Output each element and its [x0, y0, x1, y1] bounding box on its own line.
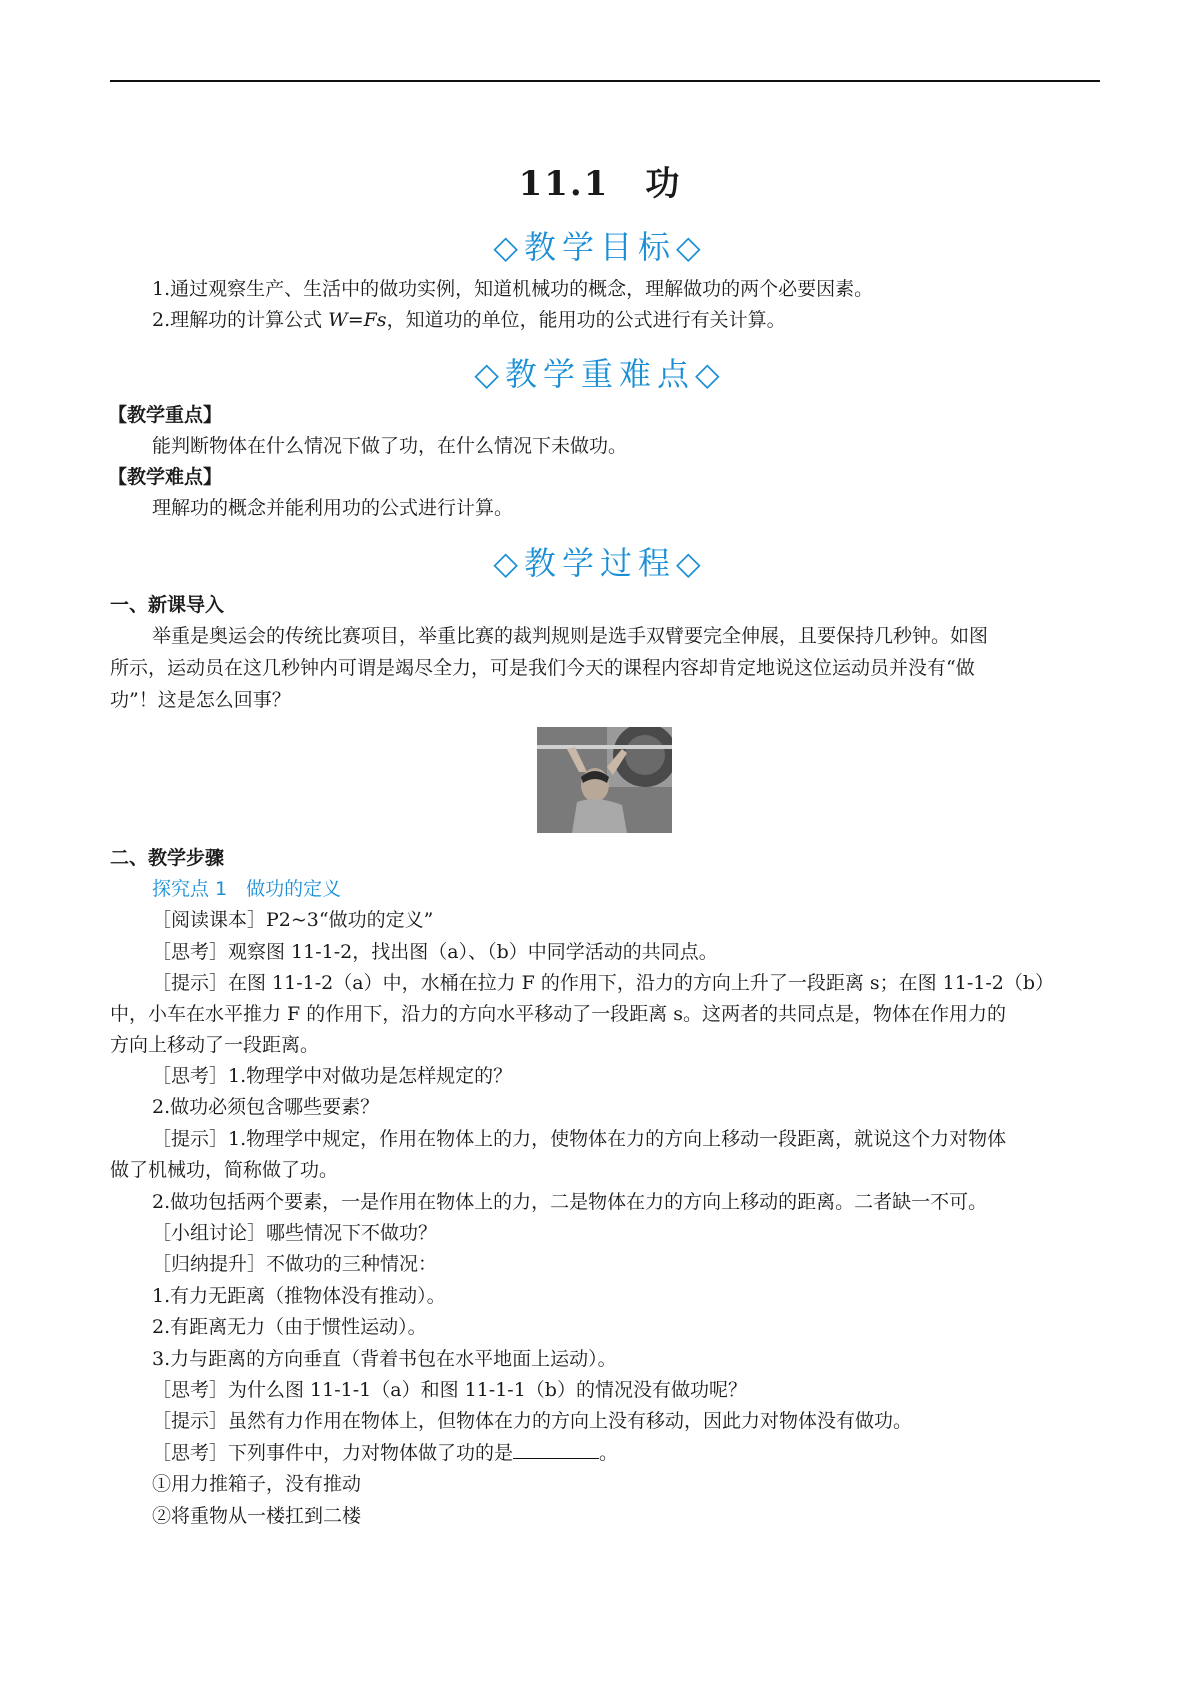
think-line-2b: 2.做功必须包含哪些要素？ [152, 1096, 380, 1118]
read-textbook-line: ［阅读课本］P2~3“做功的定义” [152, 909, 434, 931]
steps-heading: 二、教学步骤 [110, 847, 225, 869]
no-work-case-1: 1.有力无距离（推物体没有推动）。 [152, 1285, 446, 1307]
section-heading-process: ◇教学过程◇ [493, 544, 707, 582]
option-1: ①用力推箱子，没有推动 [152, 1473, 362, 1495]
title-number: 11.1 [518, 164, 610, 204]
section-heading-keypoints: ◇教学重难点◇ [474, 355, 726, 393]
goal-item-1: 1.通过观察生产、生活中的做功实例，知道机械功的概念，理解做功的两个必要因素。 [152, 278, 874, 300]
think-line-2: ［思考］1.物理学中对做功是怎样规定的？ [152, 1065, 513, 1087]
intro-heading: 一、新课导入 [110, 594, 225, 616]
group-discussion-line: ［小组讨论］哪些情况下不做功？ [152, 1222, 438, 1244]
difficulty-label: 【教学难点】 [108, 466, 223, 488]
summary-line: ［归纳提升］不做功的三种情况： [152, 1253, 438, 1275]
section-heading-goals: ◇教学目标◇ [493, 228, 707, 266]
page-title [0, 156, 1200, 205]
difficulty-text: 理解功的概念并能利用功的公式进行计算。 [152, 497, 514, 519]
hint-line-3: ［提示］虽然有力作用在物体上，但物体在力的方向上没有移动，因此力对物体没有做功。 [152, 1410, 913, 1432]
hint-line-2-cont: 做了机械功，简称做了功。 [110, 1159, 339, 1181]
hint-line-1-cont: 中，小车在水平推力 F 的作用下，沿力的方向水平移动了一段距离 s。这两者的共同点是，物体在作用力的 [110, 1003, 1007, 1025]
hint-line-1: ［提示］在图 11-1-2（a）中，水桶在拉力 F 的作用下，沿力的方向上升了一段距离 s；在图 11-1-2（b） [152, 972, 1055, 994]
intro-paragraph-line1: 举重是奥运会的传统比赛项目，举重比赛的裁判规则是选手双臂要完全伸展，且要保持几秒钟。如图 [152, 625, 989, 647]
intro-paragraph-line3: 功”！这是怎么回事？ [110, 689, 291, 711]
intro-paragraph-line2: 所示，运动员在这几秒钟内可谓是竭尽全力，可是我们今天的课程内容却肯定地说这位运动员并没有“做 [110, 657, 975, 679]
header-rule [110, 80, 1100, 82]
think-line-3: ［思考］为什么图 11-1-1（a）和图 11-1-1（b）的情况没有做功呢？ [152, 1379, 747, 1401]
option-2: ②将重物从一楼扛到二楼 [152, 1505, 362, 1527]
answer-blank[interactable] [513, 1444, 599, 1459]
hint-line-1-end: 方向上移动了一段距离。 [110, 1034, 320, 1056]
think-line-1: ［思考］观察图 11-1-2，找出图（a）、（b）中同学活动的共同点。 [152, 941, 718, 963]
focus-label: 【教学重点】 [108, 404, 223, 426]
hint-line-2: ［提示］1.物理学中规定，作用在物体上的力，使物体在力的方向上移动一段距离，就说这个力对物体 [152, 1128, 1007, 1150]
weightlifter-illustration [537, 727, 672, 833]
hint-line-2b: 2.做功包括两个要素，一是作用在物体上的力，二是物体在力的方向上移动的距离。二者缺一不可。 [152, 1191, 988, 1213]
goal-item-2: 2.理解功的计算公式 W=Fs，知道功的单位，能用功的公式进行有关计算。 [152, 309, 786, 331]
title-word: 功 [645, 164, 682, 204]
no-work-case-2: 2.有距离无力（由于惯性运动）。 [152, 1316, 427, 1338]
think-line-4: ［思考］下列事件中，力对物体做了功的是 。 [152, 1442, 619, 1464]
focus-text: 能判断物体在什么情况下做了功，在什么情况下未做功。 [152, 435, 628, 457]
no-work-case-3: 3.力与距离的方向垂直（背着书包在水平地面上运动）。 [152, 1348, 617, 1370]
weightlifter-photo [537, 727, 672, 833]
explore-point-1: 探究点 1 做功的定义 [152, 878, 342, 900]
formula: W=Fs [328, 309, 387, 331]
